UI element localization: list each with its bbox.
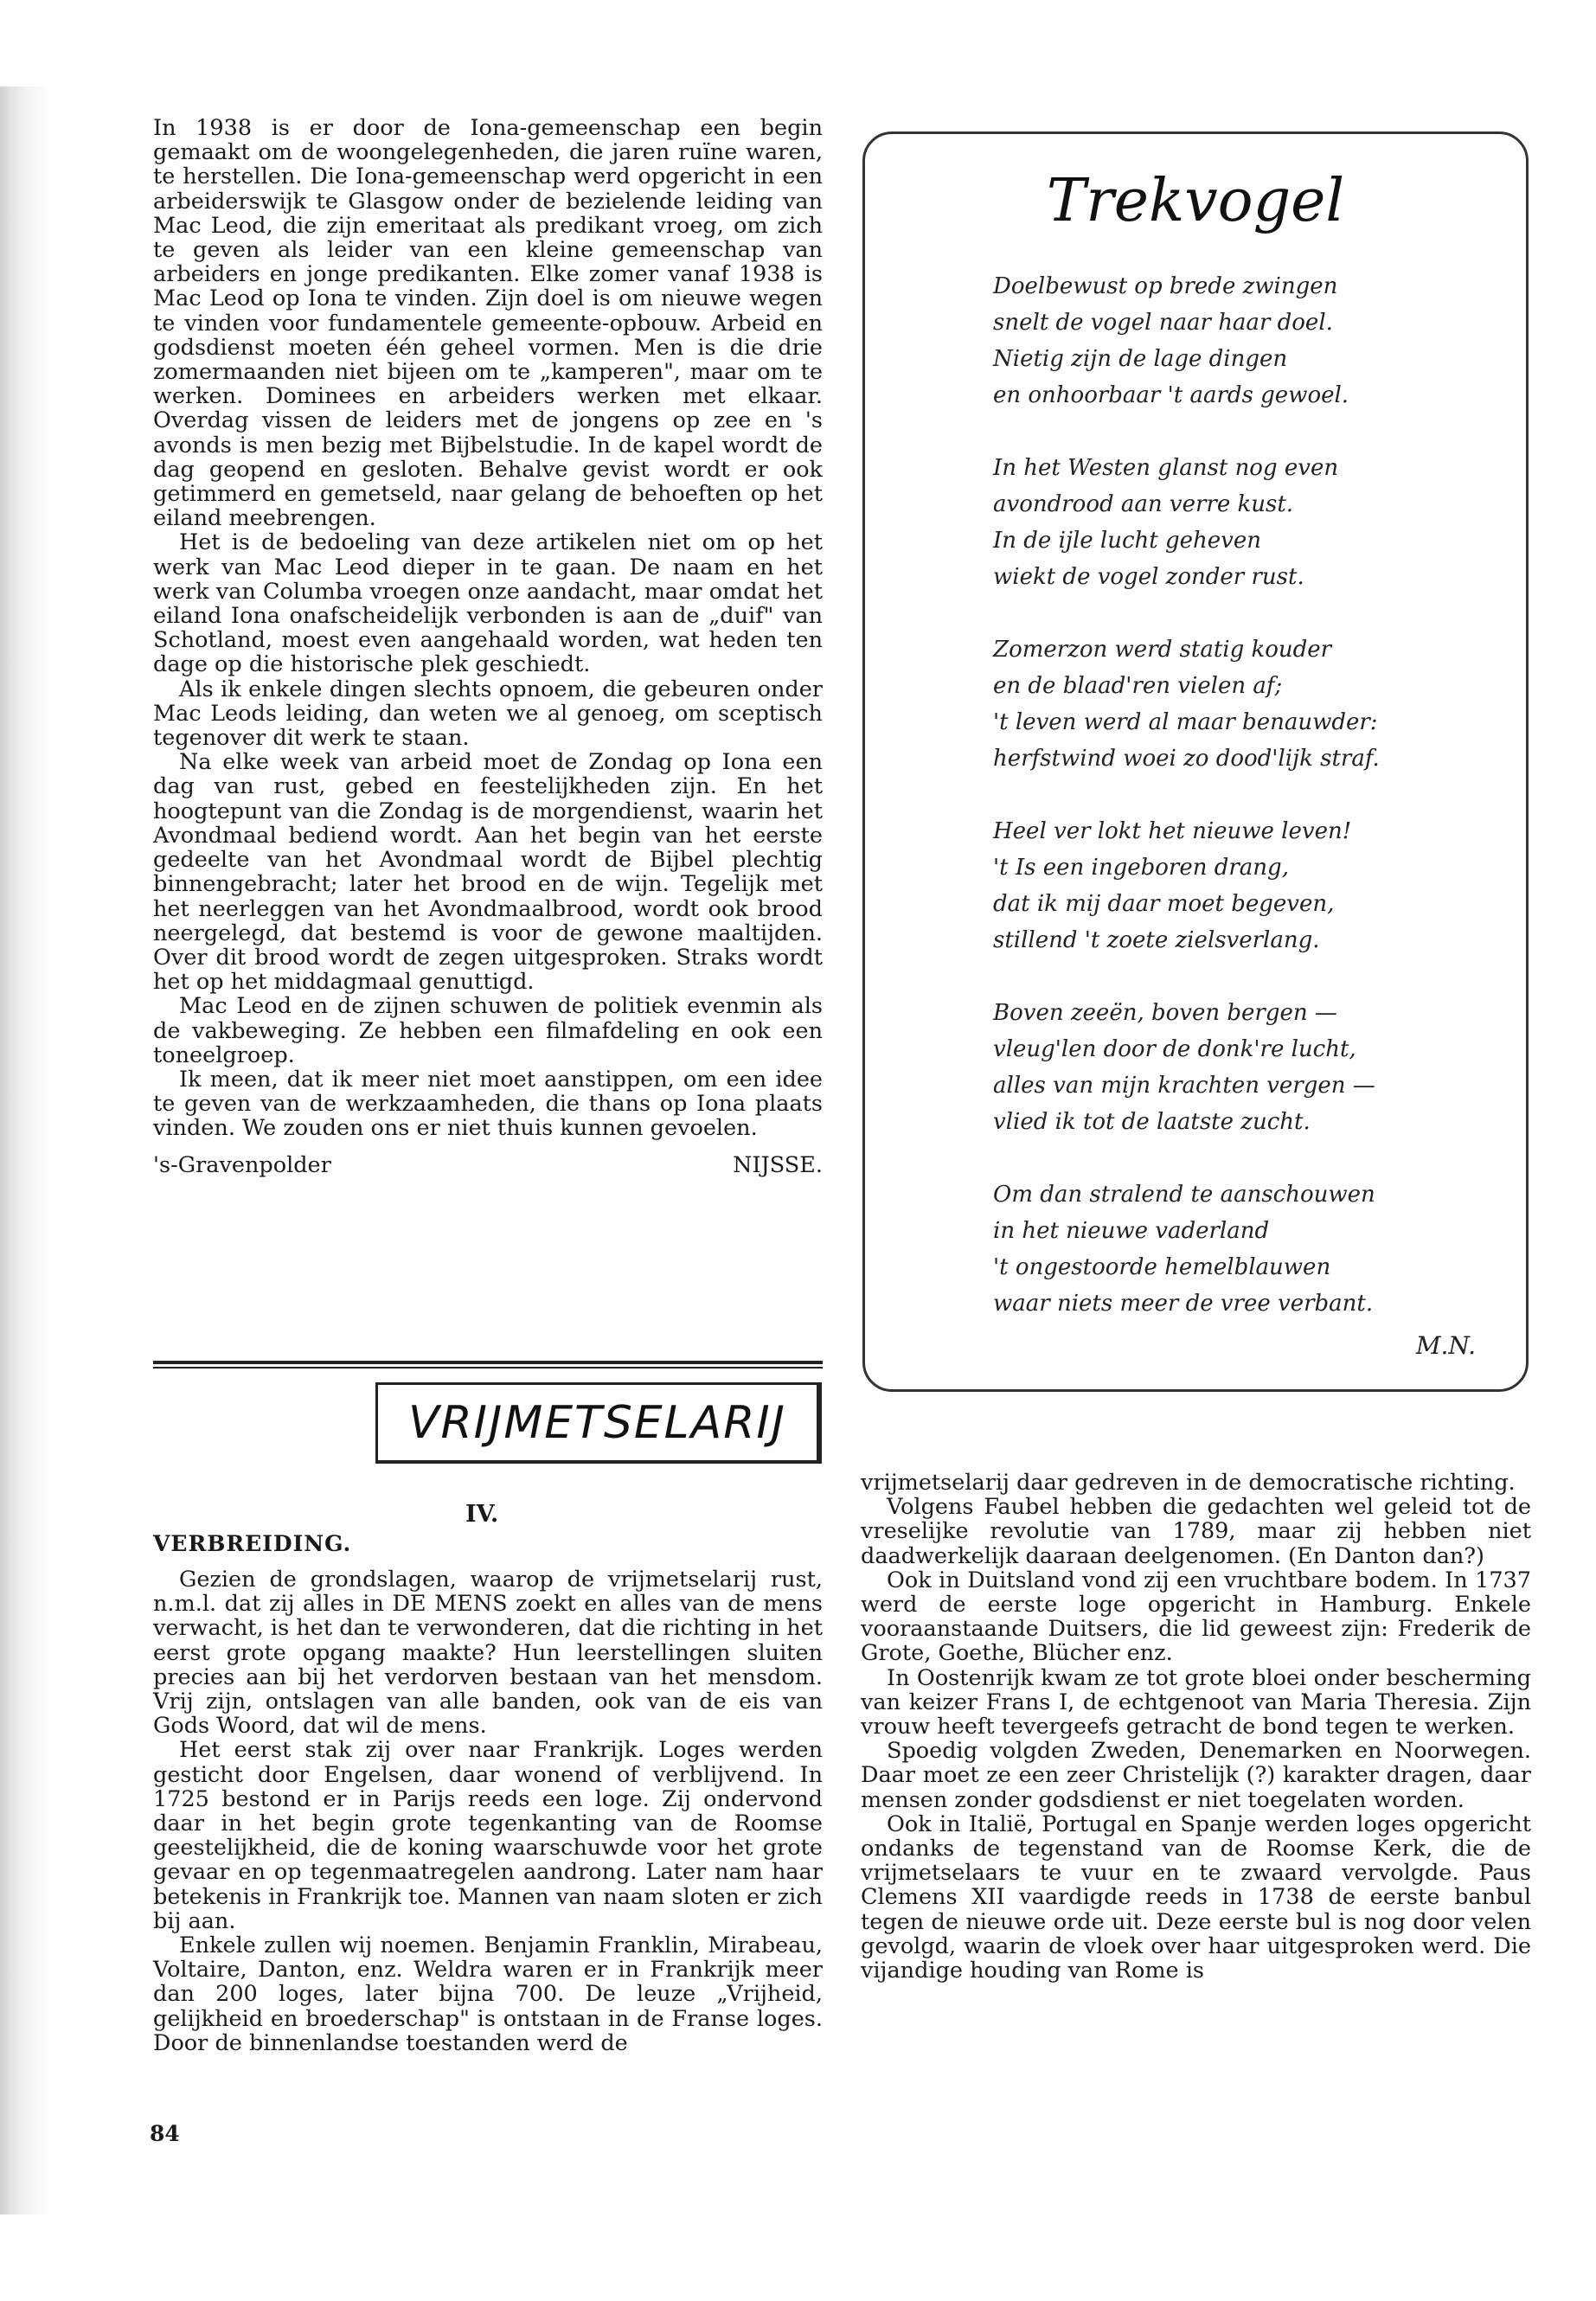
- paragraph: In Oostenrijk kwam ze tot grote bloei onder bescherming van keizer Frans I, de echtgenoot van Maria Theresia. Zijn vrouw heeft tevergeefs getracht de bond tegen te werken.: [861, 1664, 1531, 1740]
- poem-box: [862, 131, 1529, 1392]
- paragraph: Het is de bedoeling van deze artikelen niet om op het werk van Mac Leod dieper in te gaan. De naam en het werk van Columba vroegen onze aandacht, maar omdat het eiland Iona onafscheidelijk verbonden is aan de „duif" van Schotland, moest even aangehaald worden, wat heden ten dage op die historische plek geschiedt.: [153, 529, 823, 678]
- poem-line: In het Westen glanst nog even: [993, 455, 1339, 481]
- poem-line: wiekt de vogel zonder rust.: [993, 564, 1304, 590]
- paragraph: vrijmetselarij daar gedreven in de democratische richting.: [861, 1470, 1516, 1496]
- article-heading-box: [375, 1382, 822, 1464]
- paragraph: Ook in Italië, Portugal en Spanje werden loges opgericht ondanks de tegenstand van de Roomse Kerk, die de vrijmetselaars te vuur en te zwaard vervolgde. Paus Clemens XII vaardigde reeds in 1738 de eerste banbul tegen de nieuwe orde uit. Deze eerste bul is nog door velen gevolgd, waarin de vloek over haar uitgesproken werd. Die vijandige houding van Rome is: [861, 1811, 1531, 1984]
- page-number: 84: [150, 2121, 180, 2146]
- poem-line: vleug'len door de donk're lucht,: [993, 1036, 1356, 1062]
- paragraph: Het eerst stak zij over naar Frankrijk. Loges werden gesticht door Engelsen, daar wonend of verblijvend. In 1725 bestond er in Parijs reeds een loge. Zij ondervond daar in het begin grote tegenkanting van de Roomse geestelijkheid, die de koning waarschuwde voor het grote gevaar en op tegenmaatregelen aandrong. Later nam haar betekenis in Frankrijk toe. Mannen van naam sloten er zich bij aan.: [153, 1737, 823, 1934]
- article-subheading: VERBREIDING.: [153, 1531, 352, 1556]
- paragraph: Spoedig volgden Zweden, Denemarken en Noorwegen. Daar moet ze een zeer Christelijk (?) karakter dragen, daar mensen zonder godsdienst er niet toegelaten worden.: [861, 1738, 1531, 1813]
- poem-line: Boven zeeën, boven bergen —: [993, 1000, 1337, 1026]
- poem-body: [993, 268, 1495, 1358]
- poem-title: Trekvogel: [1046, 167, 1345, 235]
- poem-line: Nietig zijn de lage dingen: [993, 346, 1288, 372]
- poem-line: Zomerzon werd statig kouder: [993, 637, 1332, 663]
- freemasonry-column-left: [153, 1567, 823, 2055]
- poem-line: dat ik mij daar moet begeven,: [993, 891, 1335, 917]
- poem-line: snelt de vogel naar haar doel.: [993, 310, 1333, 336]
- poem-line: avondrood aan verre kust.: [993, 491, 1294, 517]
- poem-line: Heel ver lokt het nieuwe leven!: [993, 818, 1352, 844]
- paragraph: Volgens Faubel hebben die gedachten wel geleid tot de vreselijke revolutie van 1789, maar zij hebben niet daadwerkelijk daaraan deelgenomen. (En Danton dan?): [861, 1494, 1531, 1569]
- poem-line: en onhoorbaar 't aards gewoel.: [993, 382, 1349, 408]
- signature-author: NIJSSE.: [733, 1151, 823, 1178]
- article-signature: [153, 1153, 823, 1177]
- paragraph: Ik meen, dat ik meer niet moet aanstippen, om een idee te geven van de werkzaamheden, die thans op Iona plaats vinden. We zouden ons er niet thuis kunnen gevoelen.: [153, 1066, 823, 1142]
- poem-line: en de blaad'ren vielen af;: [993, 673, 1283, 699]
- paragraph: Als ik enkele dingen slechts opnoem, die gebeuren onder Mac Leods leiding, dan weten we al genoeg, om sceptisch tegenover dit werk te staan.: [153, 676, 823, 752]
- poem-stanza: [993, 450, 1495, 595]
- poem-line: 't leven werd al maar benauwder:: [993, 709, 1378, 735]
- poem-line: vlied ik tot de laatste zucht.: [993, 1109, 1311, 1135]
- article-heading: VRIJMETSELARIJ: [407, 1396, 787, 1449]
- section-divider-thin: [153, 1367, 823, 1368]
- poem-line: In de ijle lucht geheven: [993, 528, 1261, 554]
- paragraph: Enkele zullen wij noemen. Benjamin Franklin, Mirabeau, Voltaire, Danton, enz. Weldra waren er in Frankrijk meer dan 200 loges, later bijna 700. De leuze „Vrijheid, gelijkheid en broederschap" is ontstaan in de Franse loges. Door de binnenlandse toestanden werd de: [153, 1932, 823, 2056]
- poem-line: alles van mijn krachten vergen —: [993, 1073, 1375, 1099]
- poem-line: 't ongestoorde hemelblauwen: [993, 1254, 1331, 1280]
- poem-line: in het nieuwe vaderland: [993, 1218, 1270, 1244]
- poem-line: waar niets meer de vree verbant.: [993, 1291, 1374, 1317]
- poem-line: herfstwind woei zo dood'lijk straf.: [993, 746, 1380, 772]
- iona-article-column: [153, 116, 823, 1177]
- poem-stanza: [993, 1176, 1495, 1322]
- section-divider: [153, 1361, 823, 1364]
- poem-line: Doelbewust op brede zwingen: [993, 273, 1338, 299]
- paragraph: Na elke week van arbeid moet de Zondag op Iona een dag van rust, gebed en feestelijkheden zijn. En het hoogtepunt van die Zondag is de morgendienst, waarin het Avondmaal bediend wordt. Aan het begin van het eerste gedeelte van het Avondmaal wordt de Bijbel plechtig binnengebracht; later het brood en de wijn. Tegelijk met het neerleggen van het Avondmaalbrood, wordt ook brood neergelegd, dat bestemd is voor de gewone maaltijden. Over dit brood wordt de zegen uitgesproken. Straks wordt het op het middagmaal genuttigd.: [153, 749, 823, 996]
- signature-place: 's-Gravenpolder: [153, 1151, 331, 1178]
- paragraph: Gezien de grondslagen, waarop de vrijmetselarij rust, n.m.l. dat zij alles in DE MENS zoekt en alles van de mens verwacht, is het dan te verwonderen, dat die richting in het eerst grote opgang maakte? Hun leerstellingen sluiten precies aan bij het verdorven bestaan van het mensdom. Vrij zijn, ontslagen van alle banden, ook van de eis van Gods Woord, dat wil de mens.: [153, 1567, 823, 1740]
- poem-line: stillend 't zoete zielsverlang.: [993, 927, 1320, 953]
- paragraph: Ook in Duitsland vond zij een vruchtbare bodem. In 1737 werd de eerste loge opgericht in Hamburg. Enkele vooraanstaande Duitsers, die lid geweest zijn: Frederik de Grote, Goethe, Blücher enz.: [861, 1567, 1531, 1667]
- article-part-number: IV.: [465, 1501, 499, 1528]
- freemasonry-column-right: [861, 1471, 1531, 1983]
- poem-stanza: [993, 631, 1495, 777]
- poem-line: Om dan stralend te aanschouwen: [993, 1182, 1375, 1208]
- poem-signature: M.N.: [1415, 1331, 1476, 1360]
- paragraph: Mac Leod en de zijnen schuwen de politiek evenmin als de vakbeweging. Ze hebben een filmafdeling en ook een toneelgroep.: [153, 993, 823, 1068]
- poem-stanza: [993, 813, 1495, 958]
- paragraph: In 1938 is er door de Iona-gemeenschap een begin gemaakt om de woongelegenheden, die jaren ruïne waren, te herstellen. Die Iona-gemeenschap werd opgericht in een arbeiderswijk te Glasgow onder de bezielende leiding van Mac Leod, die zijn emeritaat als predikant vroeg, om zich te geven als leider van een kleine gemeenschap van arbeiders en jonge predikanten. Elke zomer vanaf 1938 is Mac Leod op Iona te vinden. Zijn doel is om nieuwe wegen te vinden voor fundamentele gemeente-opbouw. Arbeid en godsdienst moeten één geheel vormen. Men is die drie zomermaanden niet bijeen om te „kamperen", maar om te werken. Dominees en arbeiders werken met elkaar. Overdag vissen de leiders met de jongens op zee en 's avonds is men bezig met Bijbelstudie. In de kapel wordt de dag geopend en gesloten. Behalve gevist wordt er ook getimmerd en gemetseld, naar gelang de behoeften op het eiland meebrengen.: [153, 115, 823, 532]
- poem-line: 't Is een ingeboren drang,: [993, 855, 1289, 881]
- poem-stanza: [993, 268, 1495, 413]
- page-binding-edge: [0, 87, 52, 2214]
- poem-stanza: [993, 995, 1495, 1140]
